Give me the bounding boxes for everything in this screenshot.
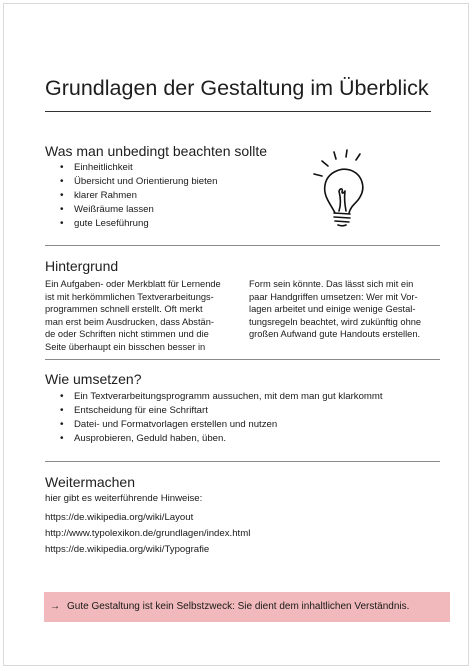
section-heading-hintergrund: Hintergrund (45, 258, 119, 274)
weitermachen-intro: hier gibt es weiterführende Hinweise: (45, 493, 203, 504)
arrow-right-icon: → (50, 601, 60, 612)
summary-callout (44, 592, 450, 622)
section-divider (45, 461, 440, 462)
section-divider (45, 245, 440, 246)
list-item: • Datei- und Formatvorlagen erstellen und nutzen (57, 418, 383, 432)
beachten-list (57, 161, 217, 231)
list-item: • Ein Textverarbeitungsprogramm aussuchen, mit dem man gut klarkommt (57, 390, 383, 404)
section-heading-umsetzen: Wie umsetzen? (45, 371, 142, 387)
umsetzen-list (57, 390, 383, 446)
list-item: • Ausprobieren, Geduld haben, üben. (57, 432, 383, 446)
lightbulb-icon (309, 147, 379, 227)
list-item: • gute Leseführung (57, 217, 217, 231)
page-title: Grundlagen der Gestaltung im Überblick (45, 76, 429, 100)
link-layout[interactable]: https://de.wikipedia.org/wiki/Layout (45, 512, 194, 523)
list-item: • Entscheidung für eine Schriftart (57, 404, 383, 418)
list-item: • Einheitlichkeit (57, 161, 217, 175)
hintergrund-text-left: Ein Aufgaben- oder Merkblatt für Lernende ist mit herkömmlichen Textverarbeitungs- programmen schnell erstellt. Oft merkt man erst beim Ausdrucken, dass Abstän- de oder Schriften nicht stimmen und die Seite überhaupt ein bisschen besser in (45, 279, 221, 352)
list-item: • klarer Rahmen (57, 189, 217, 203)
list-item: • Weißräume lassen (57, 203, 217, 217)
link-typolexikon[interactable]: http://www.typolexikon.de/grundlagen/index.html (45, 528, 251, 539)
hintergrund-text-right: Form sein könnte. Das lässt sich mit ein paar Handgriffen umsetzen: Wer mit Vor- lagen arbeitet und einige wenige Gestal- tungsregeln beachtet, wird zukünftig ohne großen Aufwand gute Handouts erstellen. (249, 279, 422, 339)
list-item: • Übersicht und Orientierung bieten (57, 175, 217, 189)
callout-text: Gute Gestaltung ist kein Selbstzweck: Sie dient dem inhaltlichen Verständnis. (67, 601, 410, 612)
section-heading-beachten: Was man unbedingt beachten sollte (45, 143, 268, 159)
section-heading-weitermachen: Weitermachen (45, 474, 136, 490)
section-divider (45, 359, 440, 360)
link-typografie[interactable]: https://de.wikipedia.org/wiki/Typografie (45, 544, 210, 555)
title-underline (45, 111, 431, 112)
